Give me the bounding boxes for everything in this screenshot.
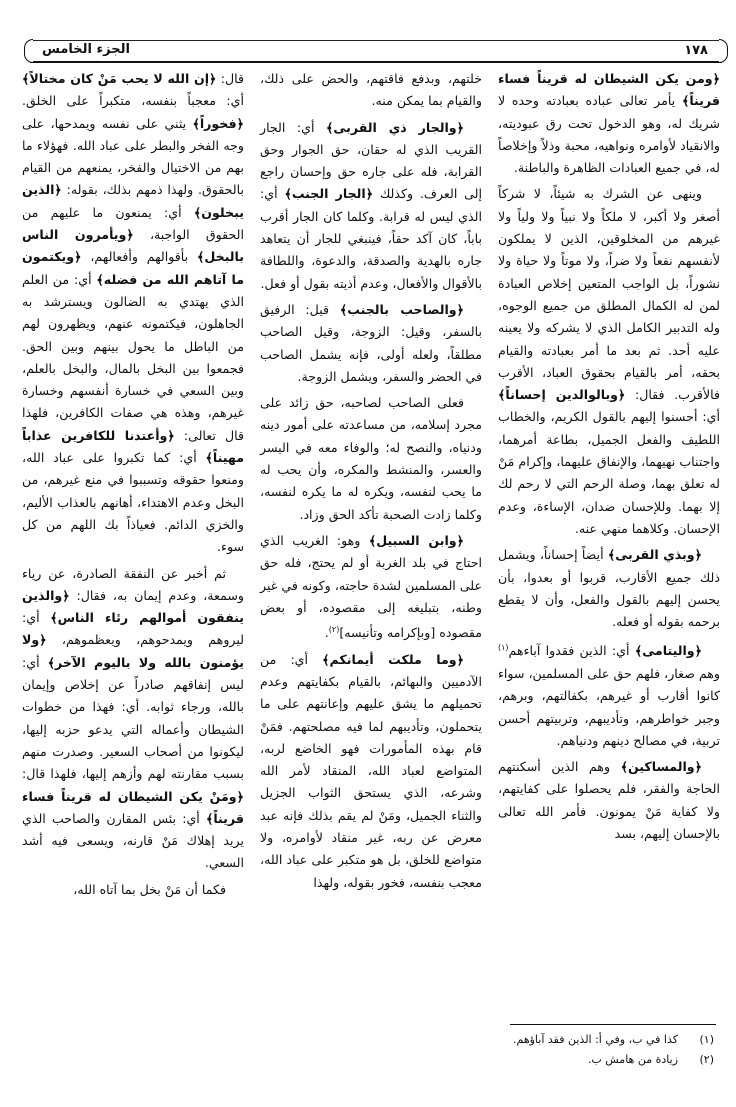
page-number: ١٧٨ <box>684 43 708 58</box>
paragraph-text: أي: أحسنوا إليهم بالقول الكريم، والخطاب اللطيف والفعل الجميل، بطاعة أمرهما، واجتناب نهيهما، والإنفاق عليهما، وإكرام مَنْ له تعلق بهما، وصلة الرحم التي لا رحم لك إلا بهما. وللإحسان ضدان، الإساءة، وعدم الإحسان. وكلاهما منهي عنه. <box>498 409 720 536</box>
footnote-number: (١) <box>699 1033 714 1046</box>
column-left <box>22 68 244 1008</box>
paragraph <box>260 299 482 388</box>
paragraph-text: فعلى الصاحب لصاحبه، حق زائد على مجرد إسلامه، من مساعدته على أمور دينه ودنياه، والنصح له؛ والوفاء معه في اليسر والعسر، والمنشط والمكره، وأن يحب له ما يحب لنفسه، ويكره له ما يكره لنفسه، وكلما زادت الصحبة تأكد الحق وزاد. <box>260 395 482 522</box>
quran-quote: ﴿الذين يبخلون﴾ <box>22 182 244 220</box>
column-right <box>498 68 720 1008</box>
footnote <box>314 1050 714 1070</box>
quran-quote: ﴿الجار الجنب﴾ <box>284 186 374 202</box>
paragraph-text: قيل: الرفيق بالسفر، وقيل: الزوجة، وقيل الصاحب مطلقاً، ولعله أولى، فإنه يشمل الصاحب في الحضر والسفر، ويشمل الزوجة. <box>260 301 482 384</box>
footnote-text: زيادة من هامش ب. <box>587 1053 678 1066</box>
quran-quote: ﴿وبالوالدين إحساناً﴾ <box>498 387 626 403</box>
paragraph-text: خلتهم، وبدفع فاقتهم، والحض على ذلك، والقيام بما يمكن منه. <box>260 71 482 109</box>
paragraph-text: وهو: الغريب الذي احتاج في بلد الغربة أو لم يحتج، فله حق على المسلمين لشدة حاجته، وكونه في غير وطنه، بتبليغه إلى مقصوده، أو بعض مقصوده [وبإكرامه وتأنيسه] <box>260 532 482 641</box>
quran-quote: ﴿والمساكين﴾ <box>620 759 702 775</box>
quran-quote: ﴿والصاحب بالجنب﴾ <box>339 301 464 317</box>
footnote-number: (٢) <box>699 1053 714 1066</box>
paragraph-text: أي: الذي ليس له قرابة. وكلما كان الجار أقرب باباً، كان آكد حقاً، فينبغي للجار أن يتعاهد جاره بالهدية والصدقة، والدعوة، واللطافة بالأقوال والأفعال، وعدم أذيته بقول أو فعل. <box>260 186 482 291</box>
paragraph-text: أيضاً إحساناً، ويشمل ذلك جميع الأقارب، قربوا أو بعدوا، بأن يحسن إليهم بالقول والفعل، وأن لا يقطع برحمه بقوله أو فعله. <box>498 547 720 630</box>
paragraph-text: أي: معجباً بنفسه، متكبراً على الخلق. <box>22 93 244 109</box>
paragraph <box>22 68 244 559</box>
quran-quote: ﴿وما ملكت أيمانكم﴾ <box>322 651 464 667</box>
paragraph-text: أي: بئس المقارن والصاحب الذي يريد إهلاك مَنْ قارنه، ويسعى فيه أشد السعي. <box>22 810 244 871</box>
footnote <box>314 1030 714 1050</box>
quran-quote: ﴿واليتامى﴾ <box>634 643 702 659</box>
footnotes <box>314 1030 714 1070</box>
footnote-text: كذا في ب، وفي أ: الذين فقد آباؤهم. <box>513 1033 678 1046</box>
footnote-ref[interactable]: (٢) <box>328 625 340 635</box>
paragraph-text: أي: كما تكبروا على عباد الله، ومنعوا حقوقه وتسببوا في منع غيرهم، من البخل وعدم الاهتداء، أهانهم بالعذاب الأليم، والخزي الدائم. فعياذاً بك اللهم من كل سوء. <box>22 450 244 555</box>
paragraph <box>260 117 482 295</box>
quran-quote: ﴿والذين ينفقون أموالهم رئاء الناس﴾ <box>22 587 245 626</box>
paragraph-text: فكما أن مَنْ بخل بما آتاه الله، <box>73 881 226 897</box>
paragraph-text: بأقوالهم وأفعالهم، <box>81 249 197 265</box>
paragraph-text: قال: <box>216 71 244 86</box>
quran-quote: ﴿وبذي القربى﴾ <box>607 547 702 563</box>
volume-title: الجزء الخامس <box>42 42 130 57</box>
quran-quote: ﴿إن الله لا يحب مَنْ كان مختالاً﴾ <box>22 71 217 86</box>
text-columns <box>22 68 720 1008</box>
footnote-divider <box>510 1024 716 1025</box>
quran-quote: ﴿ولا يؤمنون بالله ولا باليوم الآخر﴾ <box>22 632 244 670</box>
quran-quote: ﴿ومن يكن الشيطان له قريناً فساء قريناً﴾ <box>498 71 720 109</box>
paragraph <box>498 183 720 540</box>
quran-quote: ﴿وأعتدنا للكافرين عذاباً مهيناً﴾ <box>22 427 244 466</box>
paragraph <box>498 756 720 845</box>
paragraph-text: أي: الذين فقدوا آباءهم <box>508 643 635 659</box>
paragraph-text: وينهى عن الشرك به شيئاً، لا شركاً أصغر ولا أكبر، لا ملكاً ولا نبياً ولا ولياً ولا غيرهم من المخلوقين، الذين لا يملكون لأنفسهم نفعاً ولا ضراً، ولا موتاً ولا حياة ولا نشوراً، بل الواجب المتعين إخلاص العبادة لمن له الكمال المطلق من جميع الوجوه، وله التدبير الكامل الذي لا يشركه ولا يعينه عليه أحد. ثم بعد ما أمر بعبادته والقيام بحقه، أمر بالقيام بحقوق العباد، الأقرب فالأقرب. فقال: <box>498 186 720 403</box>
paragraph <box>22 879 244 901</box>
quran-quote: ﴿ويأمرون الناس بالبخل﴾ <box>22 227 244 265</box>
paragraph-text: أي: من العلم الذي يهتدي به الضالون ويسترشد به الجاهلون، فيكتمونه عنهم، ويظهرون لهم من الباطل ما يحول بينهم وبين الحق. فجمعوا بين البخل بالمال، والبخل بالعلم، وبين السعي في خسارة أنفسهم وخسارة غيرهم، وهذه هي صفات الكافرين، فلهذا قال تعالى: <box>22 271 244 443</box>
paragraph-text: أي: ليروهم ويمدحوهم، ويعظموهم، <box>22 610 244 648</box>
quran-quote: ﴿ويكتمون ما آتاهم الله من فضله﴾ <box>22 249 244 287</box>
paragraph <box>260 68 482 113</box>
quran-quote: ﴿فخوراً﴾ <box>192 115 244 131</box>
paragraph <box>260 392 482 526</box>
paragraph <box>260 649 482 894</box>
paragraph-text: أي: الجار القريب الذي له حقان، حق الجوار وحق القرابة، فله على جاره حق وإحسان راجع إلى العرف. وكذلك <box>260 119 482 202</box>
paragraph-text: أي: ليس إنفاقهم صادراً عن إخلاص وإيمان بالله، ورجاء ثوابه. أي: فهذا من خطوات الشيطان وأعماله التي يدعو حزبه إليها، ليكونوا من أصحاب السعير. وصدرت منهم بسبب مقارنته لهم وأزهم إليها، فلهذا قال: <box>22 654 244 782</box>
quran-quote: ﴿ومَنْ يكن الشيطان له قريناً فساء قريناً﴾ <box>22 788 244 826</box>
paragraph-text: يثني على نفسه ويمدحها، على وجه الفخر والبطر على عباد الله. فهؤلاء ما بهم من الاختيال والفخر، يمنعهم من القيام بالحقوق. ولهذا ذمهم بذلك، بقوله: <box>22 115 244 198</box>
paragraph <box>22 563 244 875</box>
quran-quote: ﴿وابن السبيل﴾ <box>368 532 464 548</box>
paragraph <box>498 637 720 752</box>
paragraph-text: أي: من الآدميين والبهائم، بالقيام بكفايتهم وعدم تحميلهم ما يشق عليهم وإعانتهم على ما يتحملون، وتأديبهم لما فيه مصلحتهم. فمَنْ قام بهذه المأمورات فهو الخاضع لربه، المتواضع لعباد الله، المنقاد لأمر الله وشرعه، الذي يستحق الثواب الجزيل والثناء الجميل، ومَنْ لم يقم بذلك فإنه عبد معرض عن ربه، غير منقاد لأوامره، ولا متواضع للخلق، بل هو متكبر على عباد الله، معجب بنفسه، فخور بقوله، ولهذا <box>260 651 482 890</box>
paragraph-text: وهم الذين أسكنتهم الحاجة والفقر، فلم يحصلوا على كفايتهم، ولا كفاية مَنْ يمونون. فأمر الله تعالى بالإحسان إليهم، بسد <box>498 759 720 841</box>
column-middle <box>260 68 482 1008</box>
paragraph-text: يأمر تعالى عباده بعبادته وحده لا شريك له، وهو الدخول تحت رق عبوديته، والانقياد لأوامره ونواهيه، محبة وذلاً وإخلاصاً له، في جميع العبادات الظاهرة والباطنة. <box>498 93 720 176</box>
paragraph-text: ثم أخبر عن النفقة الصادرة، عن رياء وسمعة، وعدم إيمان به، فقال: <box>22 565 244 603</box>
quran-quote: ﴿والجار ذي القربى﴾ <box>326 119 464 135</box>
paragraph <box>498 544 720 633</box>
footnote-ref[interactable]: (١) <box>498 643 509 653</box>
paragraph-text: . <box>324 625 329 641</box>
paragraph <box>260 530 482 645</box>
paragraph-text: وهم صغار، فلهم حق على المسلمين، سواء كانوا أقارب أو غيرهم، بكفالتهم، وبرهم، وجبر خواطرهم، وتأديبهم، وتربيتهم أحسن تربية، في مصالح دينهم ودنياهم. <box>498 665 720 748</box>
paragraph <box>498 68 720 179</box>
paragraph-text: أي: يمنعون ما عليهم من الحقوق الواجبة، <box>22 204 244 243</box>
page-header <box>30 40 722 63</box>
